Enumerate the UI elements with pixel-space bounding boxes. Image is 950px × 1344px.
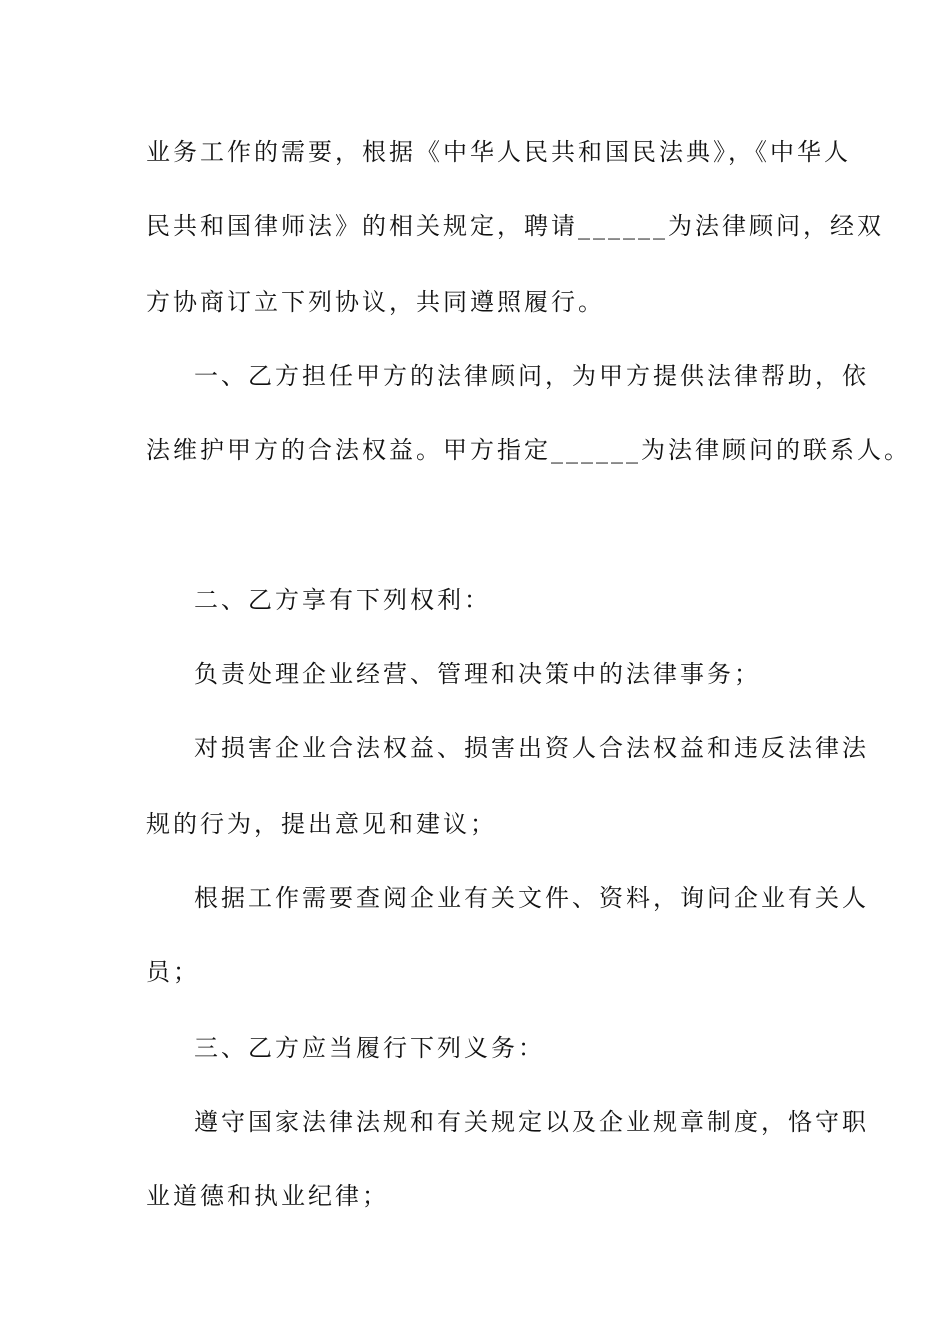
paragraph-text: 业道德和执业纪律；: [146, 1182, 389, 1210]
paragraph-line: [0, 206, 950, 246]
paragraph-text: 一、乙方担任甲方的法律顾问，为甲方提供法律帮助，依: [194, 362, 869, 390]
paragraph-line: [0, 430, 950, 470]
section-heading-text: 二、乙方享有下列权利：: [194, 586, 491, 614]
paragraph-line: [0, 356, 950, 396]
paragraph-line: [0, 132, 950, 172]
section-heading-text: 三、乙方应当履行下列义务：: [194, 1034, 545, 1062]
paragraph-line: [0, 804, 950, 844]
paragraph-line: [0, 654, 950, 694]
paragraph-text: 遵守国家法律法规和有关规定以及企业规章制度，恪守职: [194, 1108, 869, 1136]
paragraph-text: 根据工作需要查阅企业有关文件、资料，询问企业有关人: [194, 884, 869, 912]
paragraph-text: 对损害企业合法权益、损害出资人合法权益和违反法律法: [194, 734, 869, 762]
paragraph-line: [0, 282, 950, 322]
paragraph-line: [0, 1102, 950, 1142]
paragraph-text: 负责处理企业经营、管理和决策中的法律事务；: [194, 660, 761, 688]
paragraph-text: 民共和国律师法》的相关规定，聘请______为法律顾问，经双: [146, 212, 884, 240]
paragraph-line: [0, 728, 950, 768]
section-heading: [0, 580, 950, 620]
paragraph-line: [0, 1176, 950, 1216]
paragraph-text: 法维护甲方的合法权益。甲方指定______为法律顾问的联系人。: [146, 436, 911, 464]
paragraph-text: 业务工作的需要，根据《中华人民共和国民法典》，《中华人: [146, 138, 851, 166]
section-heading: [0, 1028, 950, 1068]
paragraph-text: 规的行为，提出意见和建议；: [146, 810, 497, 838]
paragraph-text: 方协商订立下列协议，共同遵照履行。: [146, 288, 605, 316]
paragraph-line: [0, 878, 950, 918]
paragraph-line: [0, 952, 950, 992]
paragraph-text: 员；: [146, 958, 200, 986]
